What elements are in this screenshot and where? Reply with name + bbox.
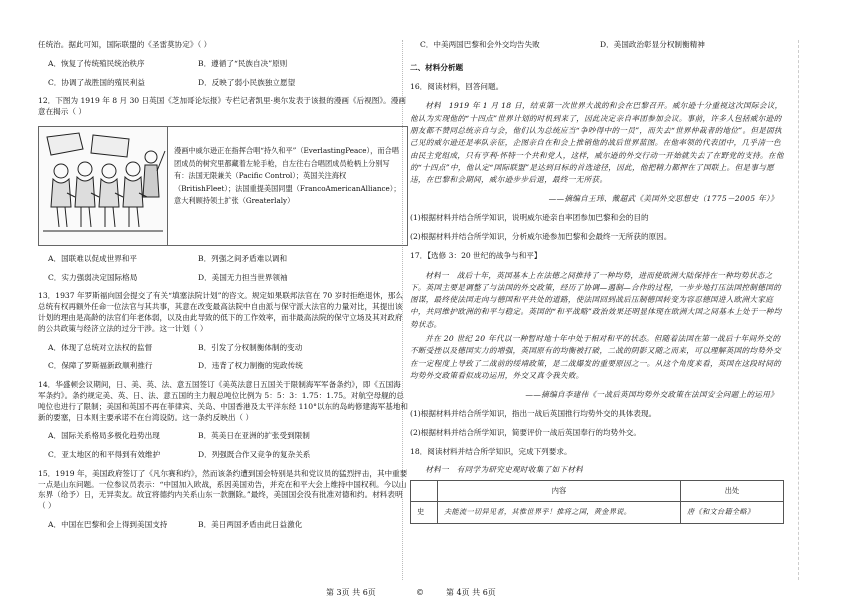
q13-option-c[interactable]: C．保障了罗斯福新政顺利推行 [48,361,153,371]
q11-options-row-2 [48,78,408,89]
q12-option-b[interactable]: B．列强之间矛盾难以调和 [198,253,288,263]
q14-option-c[interactable]: C．亚太地区的和平得到有效维护 [48,450,161,460]
q15-option-a[interactable]: A．中国在巴黎和会上得到美国支持 [48,519,168,529]
table-header-row [411,481,784,502]
q13-option-d[interactable]: D．违背了权力制衡的宪政传统 [198,361,303,371]
q14-option-b[interactable]: B．英美日在亚洲的扩张受到限制 [198,431,310,441]
q11-tail: 任统治。据此可知，国际联盟的《圣雷莫协定》（ ） [38,40,212,49]
table-header-blank [411,481,438,502]
q11-options-row-1 [48,59,408,70]
q12-option-a[interactable]: A．国联难以促成世界和平 [48,253,138,263]
table-cell-label: 史 [411,502,438,523]
q12-cartoon-box [38,126,408,246]
q14-option-d[interactable]: D．列强既合作又竞争的复杂关系 [198,450,311,460]
q12-options-row-1 [48,254,408,265]
q13-option-b[interactable]: B．引发了分权制衡体制的变动 [198,342,303,352]
page-number-4: 第 4页 共 6页 [446,588,496,597]
table-row [411,502,784,523]
left-column [38,40,408,539]
q17-source: ——摘编自李建伟《一战后英国均势外交政策在法国安全问题上的运用》 [525,390,778,400]
center-mark: © [416,588,424,597]
q13-stem: 13．1937 年罗斯福向国会提交了有关“填塞法院计划”的咨文。规定如果联邦法官在 70 岁时拒绝退休，那么总统有权再额外任命一位法官与其共事，其意在改变最高法院中自由派与保守派大法官的力量对比，其提出该计划的理由是高龄的法官们年老体弱，以及由此导致的低下的工作效率，而非最高法院的保守立场及其对政府的公共政策与经济立法的过分干涉。这一计划（ ） [38,291,403,333]
q13-option-a[interactable]: A．体现了总统对立法权的监督 [48,342,153,352]
q11-option-d[interactable]: D．反映了弱小民族独立愿望 [198,77,296,87]
q18-stem: 18．阅读材料并结合所学知识，完成下列要求。 [410,446,572,456]
q14-options-row-2 [48,450,408,461]
page-footer [0,587,860,601]
cartoon-drawing [39,127,167,245]
q16-stem: 16．阅读材料，回答问题。 [410,81,504,91]
q11-option-b[interactable]: B．遵循了“民族自决”原则 [198,58,288,68]
q15-options-row-1 [48,520,408,531]
table-cell-content: 夫能流一切异见者，其惟世界乎！推将之国，黄金界说。 [438,502,681,523]
right-column [410,40,784,524]
q14-option-a[interactable]: A．国际关系格局多极化趋势出现 [48,431,160,441]
q12-option-d[interactable]: D．美国无力担当世界领袖 [198,272,288,282]
q17-stem: 17．【选修 3：20 世纪的战争与和平】 [410,250,542,260]
q16-task-1: (1)根据材料并结合所学知识，说明威尔逊亲自率团参加巴黎和会的目的 [410,213,649,223]
q17-material-1: 材料一 战后十年，英国基本上在法德之间推持了一种均势，进而使欧洲大陆保持在一种均势状态之下。英国主要是调整了与法国的外交政策，经历了协调—遏制—合作的过程，一步步地打压法国控制德国的图谋，最终使法国走向与德国和平共处的道路，使法国回到战后压制德国转变为容忍德国进入欧洲大家庭中，共同维护欧洲的和平与稳定。英国的“和平战略”政治效果还明显体现在欧洲大国之间基本上处于一种均势状态。 [410,270,782,329]
cartoon-image [39,127,168,245]
q15-option-c[interactable]: C．中美两国巴黎和会外交均告失败 [420,40,540,49]
table-header-content: 内容 [438,481,681,502]
q15-option-b[interactable]: B．美日两国矛盾由此日益激化 [198,519,303,529]
q16-task-2: (2)根据材料并结合所学知识，分析威尔逊参加巴黎和会最终一无所获的原因。 [410,231,672,241]
q16-source: ——摘编自王玮、戴超武《美国外交思想史（1775－2005 年）》 [548,194,778,204]
q13-options-row-1 [48,343,408,354]
q12-options-row-2 [48,273,408,284]
section-title: 二、材料分析题 [410,62,464,72]
q14-options-row-1 [48,431,408,442]
q12-stem: 12．下图为 1919 年 8 月 30 日英国《芝加哥论坛报》专栏记者凯里·奥尔发表于该报的漫画《后视图》。漫画意在揭示（ ） [38,96,406,117]
q12-option-c[interactable]: C．实力强弱决定国际格局 [48,272,138,282]
q15-option-d[interactable]: D．美国政治彰显分权制衡精神 [600,40,705,49]
q11-option-a[interactable]: A．恢复了传统殖民统治秩序 [48,58,145,68]
q14-stem: 14．华盛顿会议期间，日、美、英、法、意五国签订《美英法意日五国关于限制海军军备条约》，即《五国海军条约》。条约规定美、英、日、法、意五国的主力舰总吨位比例为 5：5：3：1.75：1.75。对航空母舰的总吨位也进行了限制；美国和英国不再在菲律宾、关岛、中国香港及太平洋东经 110°以东的岛屿修建海军基地和新的要塞，日本则主要承诺不在台湾设防。这一条约反映出（ ） [38,380,409,422]
q15-options-row-2 [420,40,784,51]
page-number-3: 第 3页 共 6页 [326,588,376,597]
q16-material: 材料 1919 年 1 月 18 日，结束第一次世界大战的和会在巴黎召开。威尔逊十分重视这次国际会议，他认为实现他的“十四点”世界计划的时机到来了，因此决定亲自率团参加会议。事前，许多人包括威尔逊的朋友都不赞同总统亲自与会，他们认为总统应当“争吵得中的一员”，而失去“世界仲裁者的地位”。但是固执己见的威尔逊还是率队亲征，企图亲自在和会上推销他的战后世界蓝图。在他率领的代表团中，几乎清一色由民主党组成，只有亨利·怀特一个共和党人，这样，威尔逊的外交行动一开始就失去了在野党的支持。在他的“十四点”中，他认定“国际联盟”是达到目标的首选途径，因此，他把精力都押在了国联上。但是事与愿违，在巴黎和会期间，威尔逊步步后退，最终一无所获。 [410,101,784,185]
binding-line [798,40,799,580]
table-header-source: 出处 [681,481,784,502]
table-cell-source: 唐《和文台籍全略》 [681,502,784,523]
q15-stem: 15．1919 年，美国政府签订了《凡尔赛和约》，然而该条约遭到国会特别是共和党议员的猛烈抨击，其中重要一点是山东问题。一位参议员表示：“中国加入欧战，系因美国劝告，并充在和平大会上维持中国权利。今以山东界（给予）日，无异卖友。故宜将德约内关系山东一款删除。”最终，美国国会没有批准对德和约。材料表明（ ） [38,468,408,511]
q17-task-2: (2)根据材料并结合所学知识，简要评价一战后英国奉行的均势外交。 [410,427,641,437]
q18-table [410,480,784,523]
q11-option-c[interactable]: C．协调了战胜国的殖民利益 [48,77,145,87]
q13-options-row-2 [48,361,408,372]
q17-material-2: 并在 20 世纪 20 年代以一种暂时地十年中处于相对和平的状态。但随着法国在第一战后十年间外交的不断受挫以及德国实力的增强，英国原有的均衡被打破，二战的阴影又随之而来，可以理解英国的均势外交在一定程度上导致了二战前的绥靖政策，是二战爆发的重要原因之一。从这个角度来看，英国在这段时间的均势外交政策看似成功运用，外交又真令我失败。 [410,334,781,380]
q18-material: 材料一 有同学为研究史观时收集了如下材料 [425,465,584,475]
q17-task-1: (1)根据材料并结合所学知识，指出一战后英国推行均势外交的具体表现。 [410,409,657,418]
q12-cartoon-caption: 漫画中威尔逊正在指挥合唱“持久和平”（EverlastingPeace），而合唱团成员的树究里都藏着左轮手枪，自左往右合唱团成员枪柄上分别写有：法国无限兼关（Pacific Control）；英国关注海权（BritishFleet）；法国重提美国同盟（FrancoAmericanAlliance）；意大利顾持领土扩张（Greaterlaly） [174,145,401,206]
